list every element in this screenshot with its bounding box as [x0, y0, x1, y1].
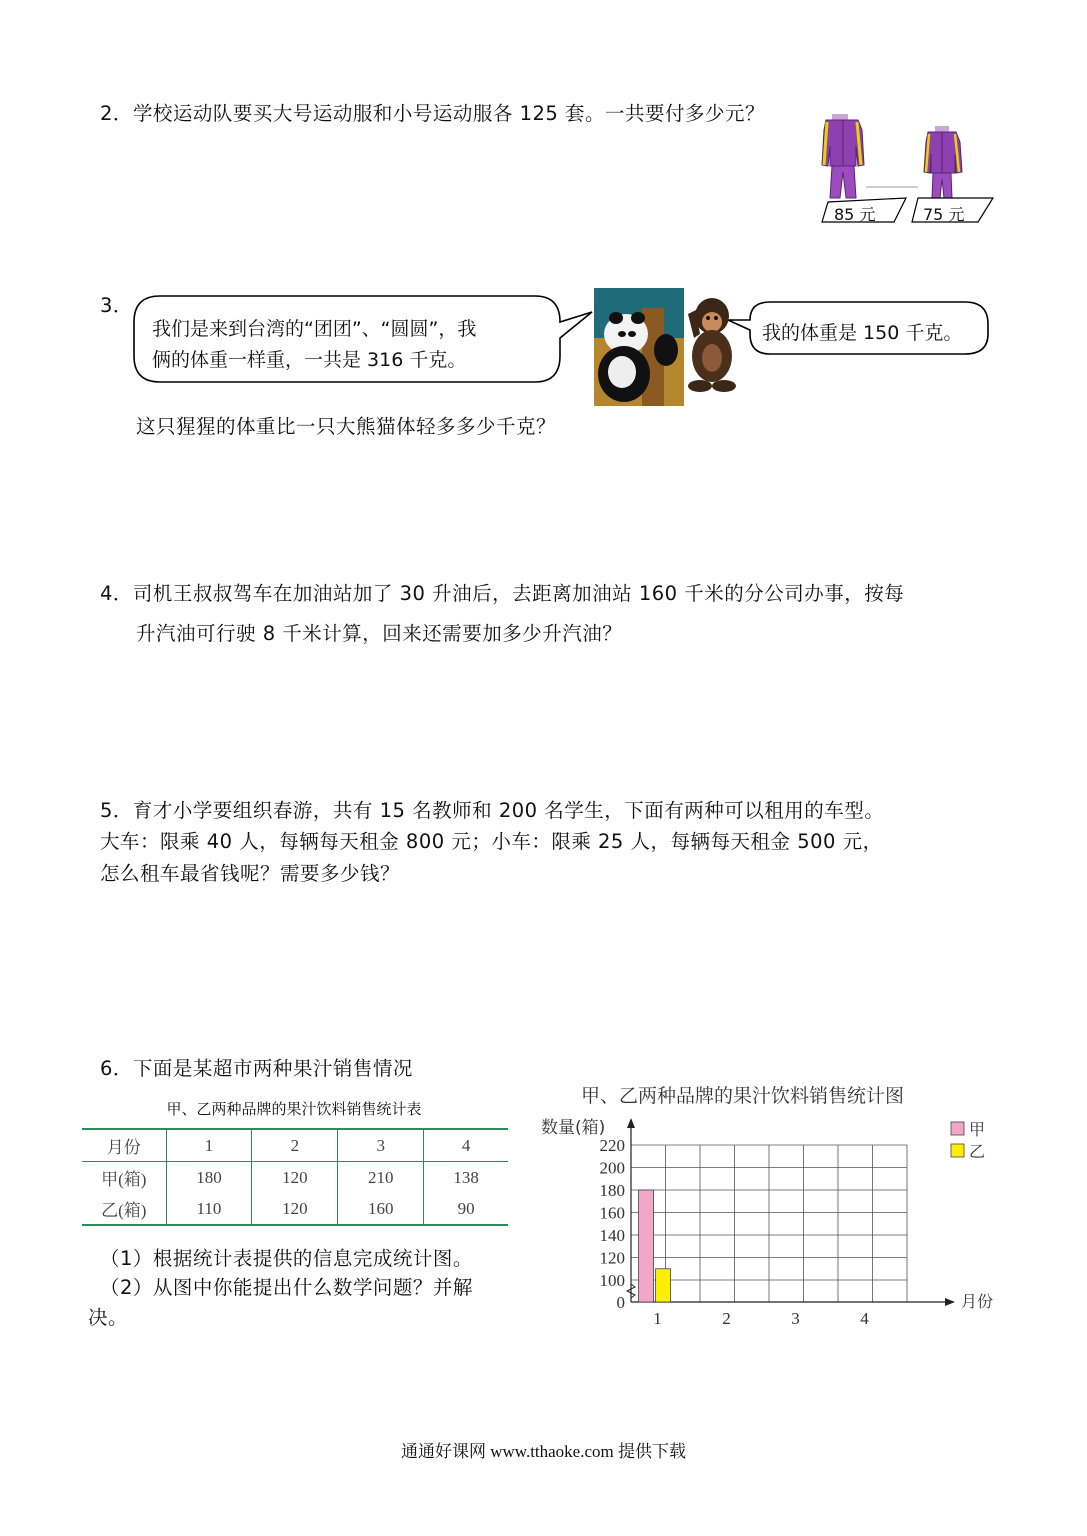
sales-bar-chart	[535, 1080, 1015, 1340]
y-axis-arrow	[627, 1118, 635, 1128]
question-6-sub1: （1）根据统计表提供的信息完成统计图。	[100, 1247, 473, 1270]
chart-x-label: 月份	[961, 1292, 994, 1311]
table-header-cell: 2	[252, 1129, 338, 1162]
table-header-row	[82, 1129, 508, 1162]
question-3-number: 3．	[100, 294, 133, 317]
question-3-text: 这只猩猩的体重比一只大熊猫体轻多多少千克？	[136, 415, 557, 438]
y-tick-label: 220	[599, 1136, 625, 1155]
legend-swatch	[951, 1122, 964, 1135]
table-row	[82, 1193, 508, 1225]
table-cell: 180	[166, 1162, 252, 1194]
bar-乙-1	[656, 1269, 671, 1302]
question-6-sub2-line2: 决。	[88, 1306, 129, 1329]
question-5-line1: 5．育才小学要组织春游，共有 15 名教师和 200 名学生，下面有两种可以租用的车型。	[100, 799, 885, 822]
table-cell: 90	[424, 1193, 508, 1225]
y-tick-label: 0	[616, 1293, 625, 1312]
question-4-line2: 升汽油可行驶 8 千米计算，回来还需要加多少升汽油？	[136, 622, 623, 645]
table-cell: 甲(箱)	[101, 1170, 147, 1189]
table-title: 甲、乙两种品牌的果汁饮料销售统计表	[166, 1102, 422, 1118]
table-row	[82, 1162, 508, 1194]
footer-text: 通通好课网 www.tthaoke.com 提供下载	[400, 1442, 687, 1461]
table-cell: 110	[166, 1193, 252, 1225]
y-tick-label: 100	[599, 1271, 625, 1290]
question-2-text: 2．学校运动队要买大号运动服和小号运动服各 125 套。一共要付多少元？	[100, 102, 766, 125]
panda-bubble-line2: 俩的体重一样重，一共是 316 千克。	[152, 349, 467, 371]
chimp-bubble-text: 我的体重是 150 千克。	[762, 322, 963, 344]
panda-bubble-line1: 我们是来到台湾的“团团”、“圆圆”，我	[152, 318, 477, 340]
table-header-cell: 1	[166, 1129, 252, 1162]
price-small-label: 75 元	[923, 205, 965, 224]
x-tick-label: 3	[791, 1309, 800, 1328]
legend-label: 甲	[969, 1120, 986, 1139]
chart-y-label: 数量(箱)	[541, 1118, 606, 1138]
table-cell: 120	[252, 1193, 338, 1225]
y-tick-label: 140	[599, 1226, 625, 1245]
table-header-cell: 4	[424, 1129, 508, 1162]
x-tick-label: 4	[860, 1309, 869, 1328]
y-tick-label: 160	[599, 1203, 625, 1223]
question-5-line2: 大车：限乘 40 人，每辆每天租金 800 元；小车：限乘 25 人，每辆每天租金 500 元，	[100, 830, 883, 853]
legend-swatch	[951, 1144, 964, 1157]
chart-legend	[951, 1120, 985, 1161]
question-6-sub2-line1: （2）从图中你能提出什么数学问题？并解	[100, 1276, 473, 1299]
chart-title: 甲、乙两种品牌的果汁饮料销售统计图	[581, 1085, 905, 1107]
y-tick-label: 120	[599, 1248, 625, 1268]
table-cell: 210	[338, 1162, 424, 1194]
small-sportswear-image	[924, 126, 962, 198]
x-axis-arrow	[945, 1298, 955, 1306]
panda-photo	[594, 288, 684, 406]
table-header-cell: 3	[338, 1129, 424, 1162]
chart-grid	[627, 1118, 955, 1306]
price-large-label: 85 元	[834, 205, 876, 224]
table-cell: 乙(箱)	[82, 1193, 166, 1225]
table-cell: 138	[424, 1162, 508, 1194]
legend-label: 乙	[969, 1142, 986, 1161]
x-tick-label: 1	[653, 1309, 662, 1328]
table-header-cell: 月份	[82, 1129, 166, 1162]
chimpanzee-image	[686, 294, 738, 394]
large-sportswear-image	[822, 114, 864, 198]
question-5-line3: 怎么租车最省钱呢？需要多少钱？	[100, 862, 401, 885]
table-cell: 120	[252, 1162, 338, 1194]
table-cell: 160	[338, 1193, 424, 1225]
question-4-line1: 4．司机王叔叔驾车在加油站加了 30 升油后，去距离加油站 160 千米的分公司办事，按每	[100, 582, 905, 605]
y-tick-label: 200	[599, 1158, 625, 1178]
x-tick-label: 2	[722, 1309, 731, 1328]
bar-甲-1	[639, 1190, 654, 1302]
question-6-intro: 6．下面是某超市两种果汁销售情况	[100, 1057, 413, 1080]
sales-table	[82, 1128, 508, 1226]
y-tick-label: 180	[599, 1181, 625, 1200]
